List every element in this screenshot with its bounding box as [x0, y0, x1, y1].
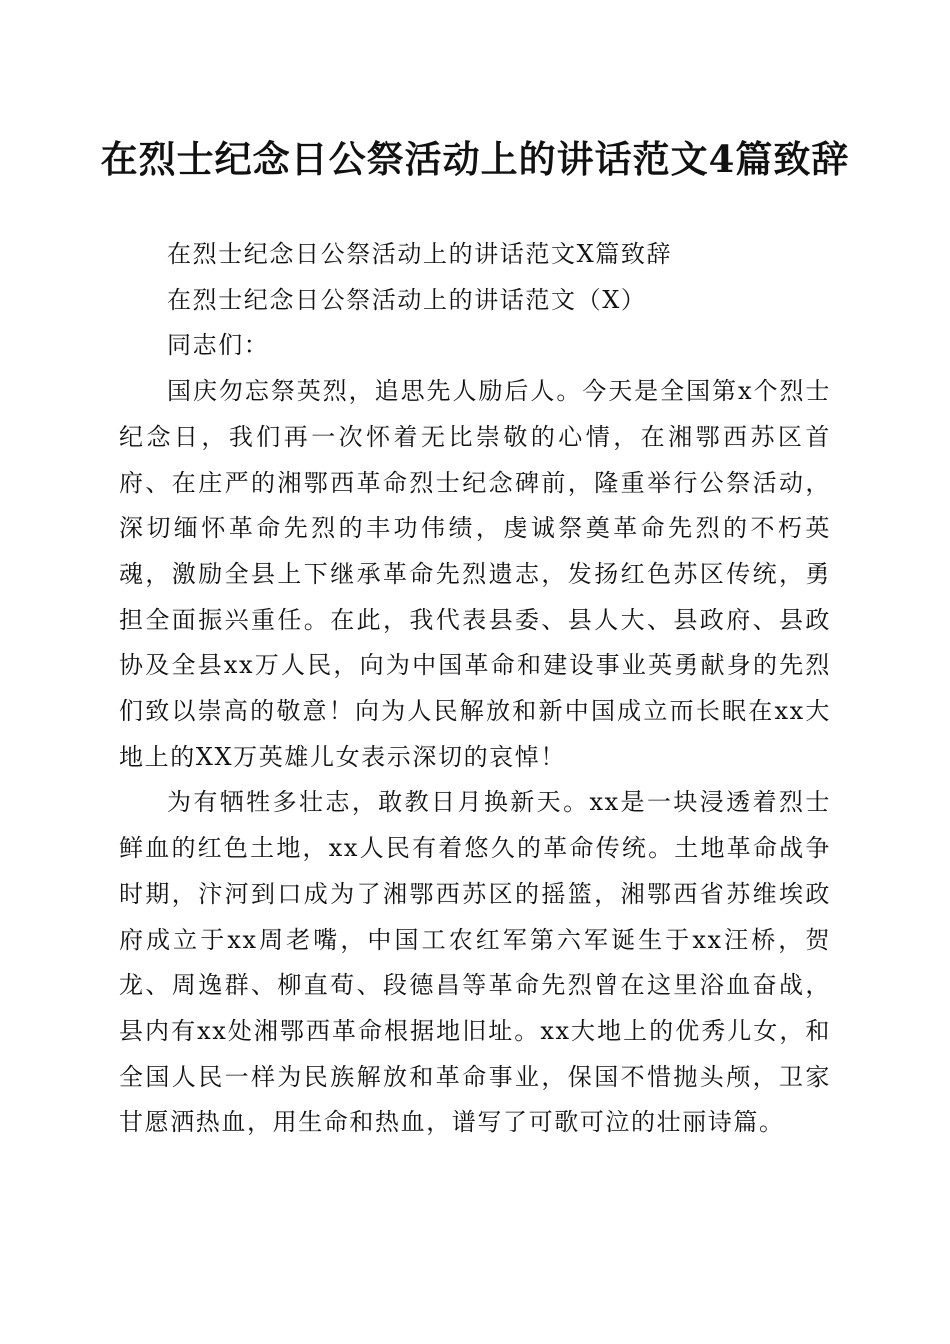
- paragraph-salutation: 同志们：: [167, 331, 270, 360]
- document-title: 在烈士纪念日公祭活动上的讲话范文4篇致辞: [100, 137, 850, 181]
- paragraph-body: 为有牺牲多壮志，敢教日月换新天。xx是一块浸透着烈士鲜血的红色土地，xx人民有着悠久的革命传统。土地革命战争时期，汴河到口成为了湘鄂西苏区的摇篮，湘鄂西省苏维埃政府成立于xx周老嘴，中国工农红军第六军诞生于xx汪桥，贺龙、周逸群、柳直荀、段德昌等革命先烈曾在这里浴血奋战，县内有xx处湘鄂西革命根据地旧址。xx大地上的优秀儿女，和全国人民一样为民族解放和革命事业，保国不惜抛头颅，卫家甘愿洒热血，用生命和热血，谱写了可歌可泣的壮丽诗篇。: [119, 788, 831, 1137]
- document-body: [119, 232, 831, 1146]
- paragraph-subtitle: 在烈士纪念日公祭活动上的讲话范文X篇致辞: [167, 240, 673, 268]
- paragraph-heading: 在烈士纪念日公祭活动上的讲话范文（X）: [167, 285, 647, 314]
- paragraph-body: 国庆勿忘祭英烈，追思先人励后人。今天是全国第x个烈士纪念日，我们再一次怀着无比崇敬的心情，在湘鄂西苏区首府、在庄严的湘鄂西革命烈士纪念碑前，隆重举行公祭活动，深切缅怀革命先烈的丰功伟绩，虔诚祭奠革命先烈的不朽英魂，激励全县上下继承革命先烈遗志，发扬红色苏区传统，勇担全面振兴重任。在此，我代表县委、县人大、县政府、县政协及全县xx万人民，向为中国革命和建设事业英勇献身的先烈们致以崇高的敬意！向为人民解放和新中国成立而长眠在xx大地上的XX万英雄儿女表示深切的哀悼！: [119, 377, 831, 771]
